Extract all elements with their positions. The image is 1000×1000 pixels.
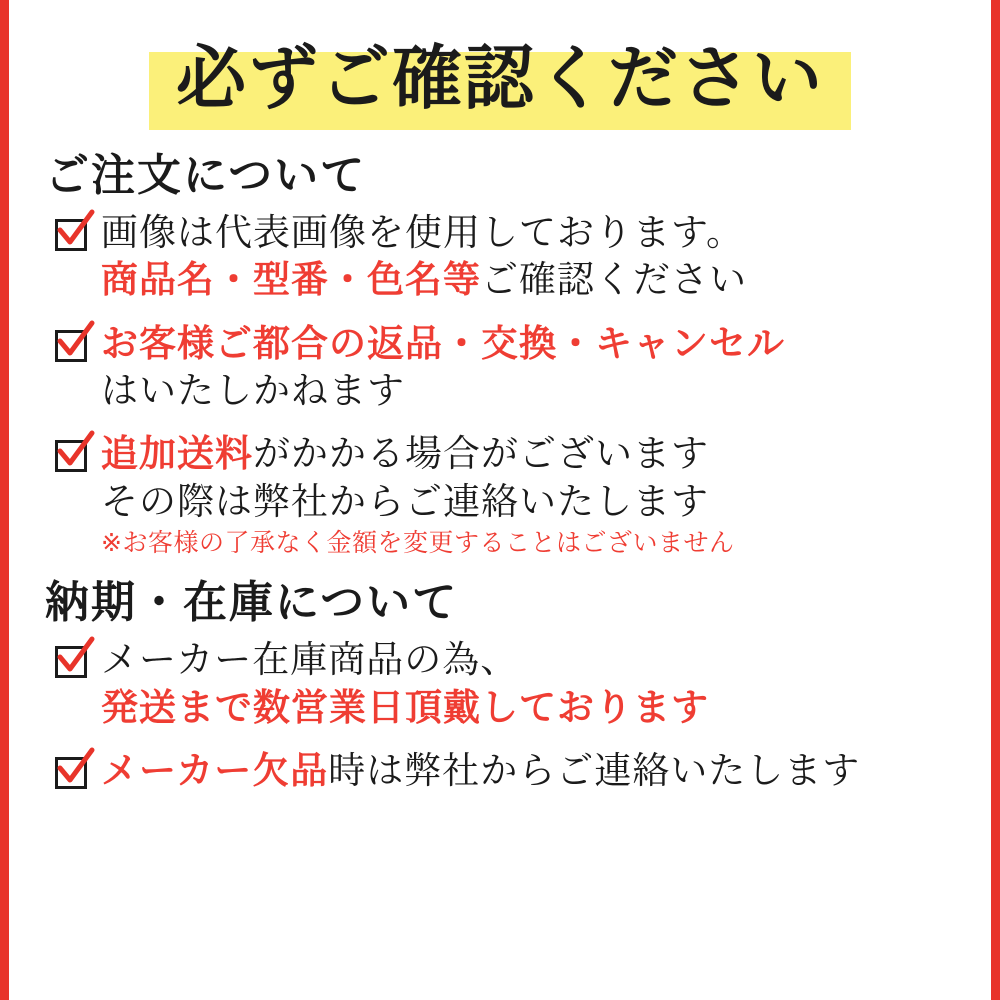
list-item-text — [101, 430, 965, 559]
section-order — [35, 150, 965, 559]
checkbox-checked-icon — [53, 642, 93, 682]
checkbox-checked-icon — [53, 753, 93, 793]
text-plain: ご確認ください — [481, 258, 747, 302]
list-item-text — [101, 636, 965, 731]
text-line: はいたしかねます — [101, 368, 405, 412]
text-line — [101, 256, 965, 303]
page-title-block — [35, 0, 965, 150]
text-emphasis: 商品名・型番・色名等 — [101, 258, 481, 302]
section-delivery — [35, 577, 965, 794]
footnote: ※お客様の了承なく金額を変更することはございません — [101, 527, 735, 557]
text-line: その際は弊社からご連絡いたします — [101, 479, 709, 523]
list-item — [53, 636, 965, 731]
page-title: 必ずご確認ください — [176, 37, 824, 119]
text-plain: 時は弊社からご連絡いたします — [328, 748, 861, 792]
text-plain: がかかる場合がございます — [253, 432, 709, 476]
checkbox-checked-icon — [53, 326, 93, 366]
text-line — [101, 430, 965, 477]
list-item-text — [101, 747, 965, 794]
text-line: メーカー在庫商品の為、 — [101, 638, 519, 682]
text-emphasis: 追加送料 — [101, 432, 253, 476]
list-item — [53, 209, 965, 304]
text-line: 画像は代表画像を使用しております。 — [101, 210, 745, 254]
section-heading-order: ご注文について — [45, 150, 367, 201]
list-item-text — [101, 209, 965, 304]
checkbox-checked-icon — [53, 215, 93, 255]
text-line — [101, 747, 965, 794]
list-item-text — [101, 320, 965, 415]
checkbox-checked-icon — [53, 436, 93, 476]
notice-content — [9, 0, 991, 1000]
list-item — [53, 430, 965, 559]
section-heading-delivery: 納期・在庫について — [45, 577, 459, 629]
text-line: お客様ご都合の返品・交換・キャンセル — [101, 321, 785, 365]
text-line: 発送まで数営業日頂戴しております — [101, 685, 709, 729]
list-item — [53, 747, 965, 794]
text-emphasis: メーカー欠品 — [101, 748, 329, 792]
list-item — [53, 320, 965, 415]
